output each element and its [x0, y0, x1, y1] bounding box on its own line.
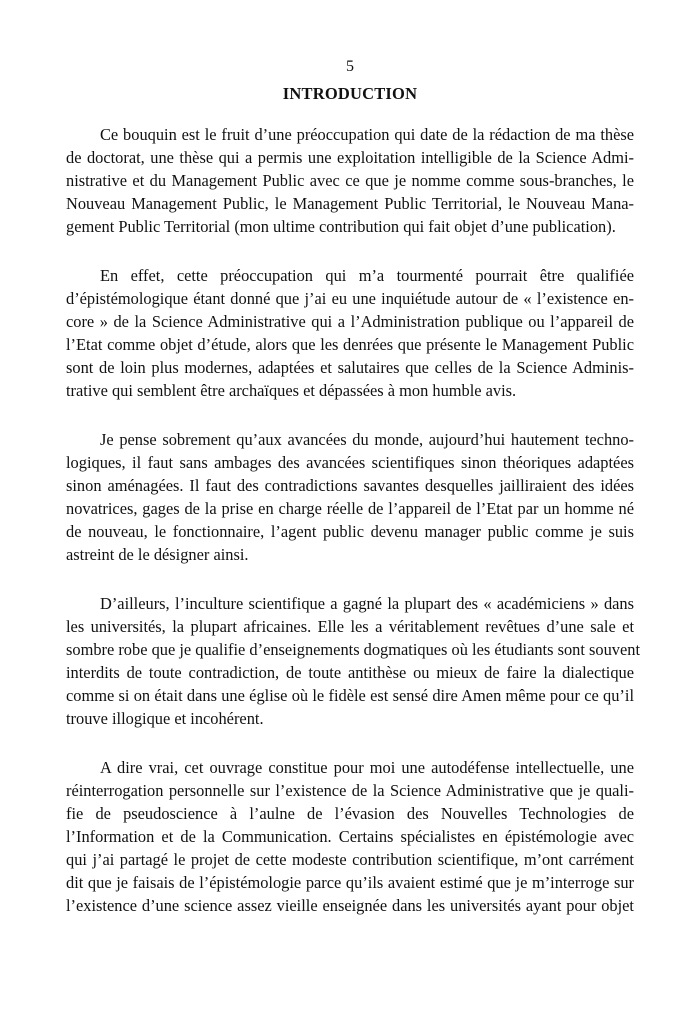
text-line: fie de pseudoscience à l’aulne de l’évasion des Nouvelles Technologies de	[66, 804, 634, 823]
text-line: astreint de le désigner ainsi.	[66, 545, 249, 564]
paragraph	[66, 264, 634, 402]
text-line: Je pense sobrement qu’aux avancées du monde, aujourd’hui hautement techno-	[100, 430, 634, 449]
text-line: l’Information et de la Communication. Certains spécialistes en épistémologie avec	[66, 827, 634, 846]
text-line: qui j’ai partagé le projet de cette modeste contribution scientifique, m’ont carrément	[66, 850, 634, 869]
text-line: réinterrogation personnelle sur l’existence de la Science Administrative que je quali-	[66, 781, 634, 800]
text-line: comme si on était dans une église où le fidèle est sensé dire Amen même pour ce qu’il	[66, 686, 634, 705]
text-line: trouve illogique et incohérent.	[66, 709, 264, 728]
text-line: dit que je faisais de l’épistémologie parce qu’ils avaient estimé que je m’interroge sur	[66, 873, 634, 892]
text-line: sont de loin plus modernes, adaptées et salutaires que celles de la Science Adminis-	[66, 358, 634, 377]
text-line: sombre robe que je qualifie d’enseignements dogmatiques où les étudiants sont souvent	[66, 640, 641, 659]
text-line: de nouveau, le fonctionnaire, l’agent public devenu manager public comme je suis	[66, 522, 634, 541]
text-line: l’Etat comme objet d’étude, alors que les denrées que présente le Management Public	[66, 335, 634, 354]
text-line: novatrices, gages de la prise en charge réelle de l’appareil de l’Etat par un homme né	[66, 499, 634, 518]
text-line: En effet, cette préoccupation qui m’a tourmenté pourrait être qualifiée	[100, 266, 634, 285]
paragraph	[66, 428, 634, 566]
text-line: sinon aménagées. Il faut des contradictions savantes desquelles jailliraient des idées	[66, 476, 634, 495]
paragraph	[66, 123, 634, 238]
text-line: d’épistémologique étant donné que j’ai eu une inquiétude autour de « l’existence en-	[66, 289, 634, 308]
paragraph	[66, 756, 634, 917]
document-body	[66, 123, 641, 943]
text-line: l’existence d’une science assez vieille enseignée dans les universités ayant pour objet	[66, 896, 634, 915]
page-number: 5	[346, 58, 354, 75]
text-line: Ce bouquin est le fruit d’une préoccupation qui date de la rédaction de ma thèse	[100, 125, 634, 144]
text-line: gement Public Territorial (mon ultime contribution qui fait objet d’une publication).	[66, 217, 616, 236]
text-line: nistrative et du Management Public avec ce que je nomme comme sous-branches, le	[66, 171, 634, 190]
text-line: les universités, la plupart africaines. Elle les a véritablement revêtues d’une sale et	[66, 617, 634, 636]
text-line: A dire vrai, cet ouvrage constitue pour moi une autodéfense intellectuelle, une	[100, 758, 634, 777]
text-line: Nouveau Management Public, le Management Public Territorial, le Nouveau Mana-	[66, 194, 634, 213]
text-line: de doctorat, une thèse qui a permis une exploitation intelligible de la Science Admi-	[66, 148, 634, 167]
paragraph	[66, 592, 641, 730]
text-line: trative qui semblent être archaïques et dépassées à mon humble avis.	[66, 381, 517, 400]
text-line: core » de la Science Administrative qui a l’Administration publique ou l’appareil de	[66, 312, 634, 331]
text-line: interdits de toute contradiction, de toute antithèse ou mieux de faire la dialectique	[66, 663, 634, 682]
text-line: D’ailleurs, l’inculture scientifique a gagné la plupart des « académiciens » dans	[100, 594, 634, 613]
page-title: INTRODUCTION	[282, 84, 418, 103]
text-line: logiques, il faut sans ambages des avancées scientifiques sinon théoriques adaptées	[66, 453, 634, 472]
